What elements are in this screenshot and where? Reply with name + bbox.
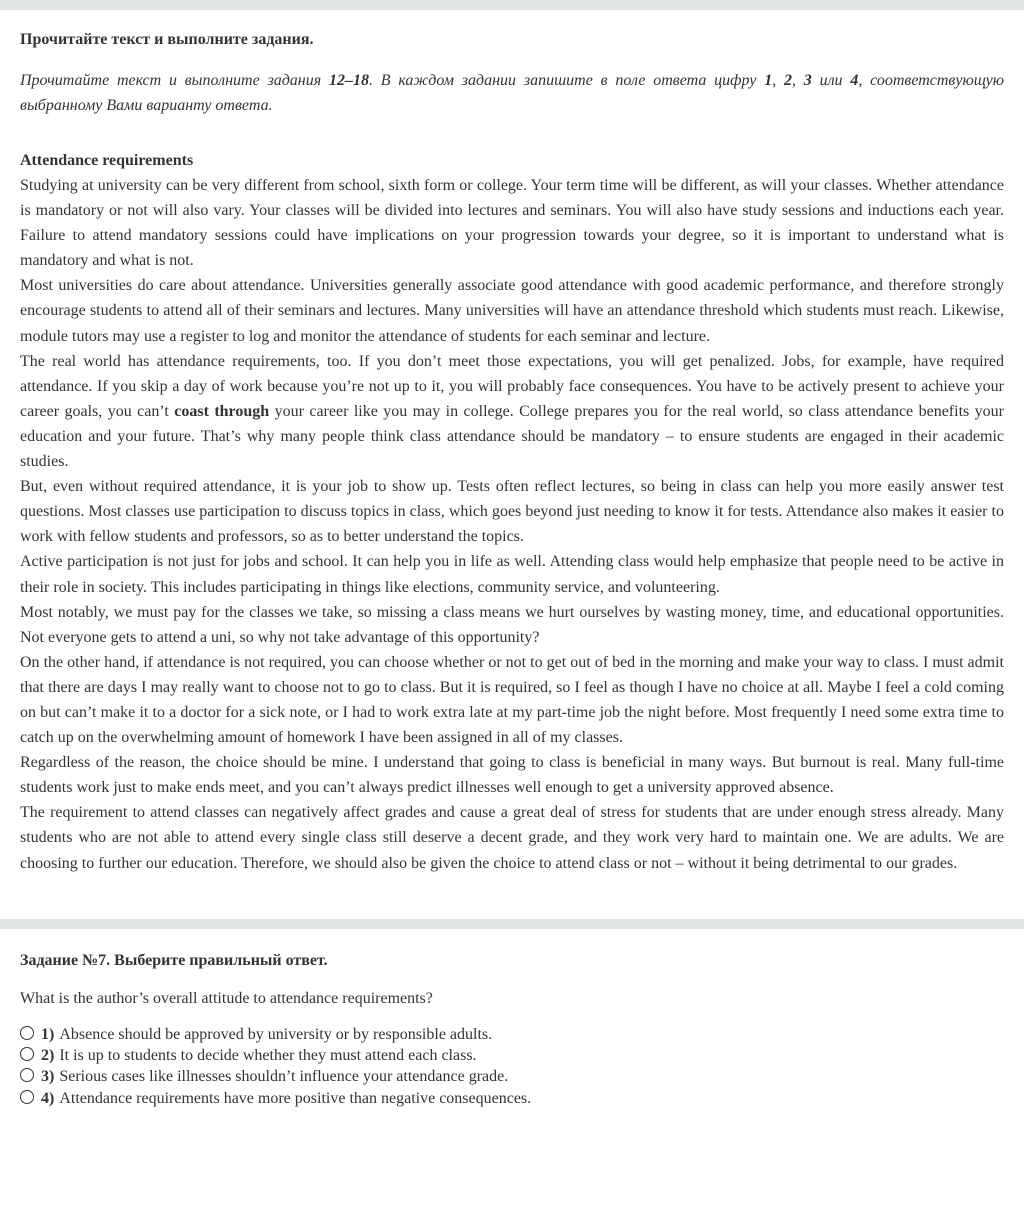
answer-option-2[interactable] (20, 1045, 1004, 1066)
digit-option: 4 (850, 72, 859, 89)
digit-option: 2 (783, 72, 792, 89)
subtitle-segment: , (772, 72, 784, 89)
option-label: Absence should be approved by university or by responsible adults. (59, 1025, 493, 1043)
passage-paragraph-4: But, even without required attendance, it is your job to show up. Tests often reflect lectures, so being in class can help you more easily answer test questions. Most classes use participation to discuss topics in class, which goes beyond just needing to know it for tests. Attendance also makes it easier to work with fellow students and professors, so as to better understand the topics. (20, 478, 1004, 546)
passage-paragraph-9: The requirement to attend classes can negatively affect grades and cause a great deal of stress for students that are under enough stress already. Many students who are not able to attend every single class still deserve a decent grade, and they work very hard to maintain one. We are adults. We are choosing to further our education. Therefore, we should also be given the choice to attend class or not – without it being detrimental to our grades. (20, 804, 1004, 872)
passage-paragraph-3 (20, 349, 1004, 474)
subtitle-segment: или (811, 72, 851, 89)
passage-paragraph-1: Studying at university can be very different from school, sixth form or college. Your term time will be different, as will your classes. Whether attendance is mandatory or not will also vary. Your classes will be divided into lectures and seminars. You will also have study sessions and inductions each year. Failure to attend mandatory sessions could have implications on your progression towards your degree, so it is important to understand what is mandatory and what is not. (20, 177, 1004, 270)
top-divider-bar (0, 0, 1024, 10)
paragraph-segment: The real world has attendance requirements, too. If you don’t meet those expectations, you will get penalized. Jobs, for example, have required attendance. If you skip a day of work because you’re not up to it, you will probably face consequences. You have to be actively present to achieve your career goals, you can’t (20, 352, 1004, 420)
answer-option-3[interactable] (20, 1066, 1004, 1087)
option-label: Attendance requirements have more positive than negative consequences. (59, 1089, 532, 1107)
task-section (0, 929, 1024, 1110)
option-number: 2) (41, 1047, 55, 1065)
answer-option-4[interactable] (20, 1088, 1004, 1109)
digit-option: 3 (803, 72, 812, 89)
question-text: What is the author’s overall attitude to attendance requirements? (20, 989, 433, 1007)
option-label: It is up to students to decide whether they must attend each class. (59, 1047, 477, 1065)
option-number: 3) (41, 1068, 55, 1086)
radio-button[interactable] (20, 1047, 34, 1061)
passage-paragraph-5: Active participation is not just for jobs and school. It can help you in life as well. Attending class would help emphasize that people need to be active in their role in society. This includes participating in things like elections, community service, and volunteering. (20, 553, 1004, 596)
reading-passage (20, 148, 1004, 876)
option-number: 1) (41, 1025, 55, 1043)
option-number: 4) (41, 1089, 55, 1107)
passage-paragraph-7: On the other hand, if attendance is not required, you can choose whether or not to get out of bed in the morning and make your way to class. I must admit that there are days I may really want to choose not to go to class. But it is required, so I feel as though I have no choice at all. Maybe I feel a cold coming on but can’t make it to a doctor for a sick note, or I had to work extra late at my part-time job the night before. Most frequently I need some extra time to catch up on the overwhelming amount of homework I have been assigned in all of my classes. (20, 653, 1004, 747)
subtitle-segment: , соответствующую выбранному Вами варианту ответа. (20, 72, 1005, 114)
subtitle-segment: , (791, 72, 804, 89)
radio-button[interactable] (20, 1068, 34, 1082)
passage-title: Attendance requirements (20, 152, 194, 169)
instructions-title: Прочитайте текст и выполните задания. (20, 31, 314, 48)
section-divider-bar (0, 919, 1024, 929)
task-range: 12–18 (328, 72, 369, 89)
passage-paragraph-2: Most universities do care about attendance. Universities generally associate good attendance with good academic performance, and therefore strongly encourage students to attend all of their seminars and lectures. Many universities will have an attendance threshold which students must reach. Likewise, module tutors may use a register to log and monitor the attendance of students for each seminar and lecture. (20, 277, 1004, 345)
task-heading: Задание №7. Выберите правильный ответ. (20, 951, 328, 969)
subtitle-segment: Прочитайте текст и выполните задания (20, 72, 329, 89)
paragraph-segment: your career like you may in college. College prepares you for the real world, so class attendance benefits your education and your future. That’s why many people think class attendance should be mandatory – to ensure students are engaged in their academic studies. (20, 402, 1004, 471)
passage-paragraph-6: Most notably, we must pay for the classes we take, so missing a class means we hurt ourselves by wasting money, time, and educational opportunities. Not everyone gets to attend a uni, so why not take advantage of this opportunity? (20, 603, 1004, 646)
answer-option-1[interactable] (20, 1024, 1004, 1045)
radio-button[interactable] (20, 1090, 34, 1104)
answer-options (20, 1024, 1004, 1110)
digit-option: 1 (764, 72, 773, 89)
instructions-subtitle (20, 68, 1004, 118)
radio-button[interactable] (20, 1026, 34, 1040)
option-label: Serious cases like illnesses shouldn’t influence your attendance grade. (59, 1068, 509, 1086)
passage-paragraph-8: Regardless of the reason, the choice should be mine. I understand that going to class is beneficial in many ways. But burnout is real. Many full-time students work just to make ends meet, and you can’t always predict illnesses well enough to get a university approved absence. (20, 754, 1004, 797)
subtitle-segment: . В каждом задании запишите в поле ответа цифру (368, 72, 765, 89)
highlighted-phrase: coast through (174, 402, 270, 420)
reading-section (0, 10, 1024, 876)
